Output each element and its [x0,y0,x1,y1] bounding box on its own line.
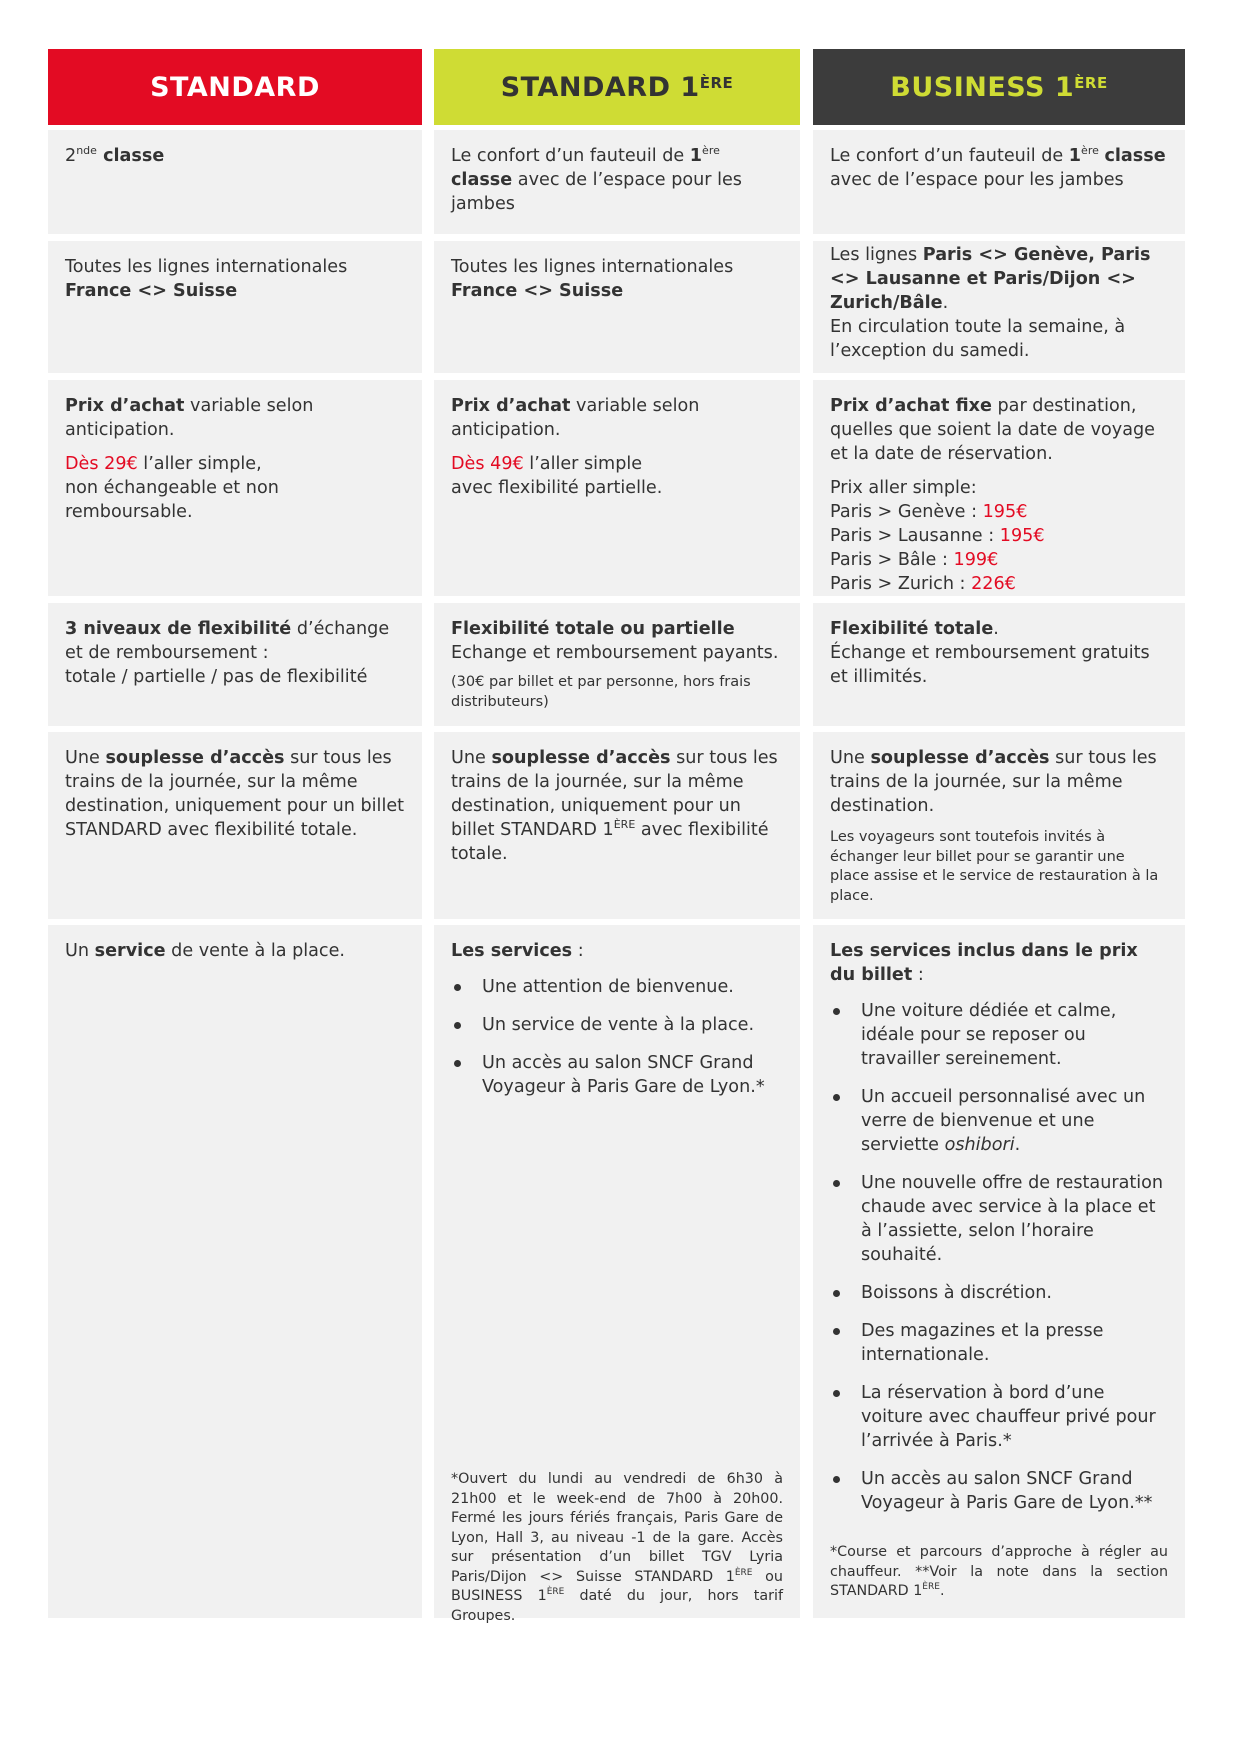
flexibility-label: 3 niveaux de flexibilité [65,619,292,639]
access-pre: Une [830,748,871,768]
services-bold: service [94,941,166,961]
class-suffix: nde [76,144,97,158]
price-text-2: l’aller simple, [137,454,262,474]
cell-standard-flexibility [48,603,422,726]
price-row: Paris > Zurich : 226€ [830,574,1016,594]
cell-standard-services [48,925,422,1618]
cell-standard-price [48,380,422,596]
services-list [830,999,1168,1515]
cell-business-1-lines [813,241,1185,373]
list-item: Une nouvelle offre de restauration chaude avec service à la place et à l’assiette, selon l’horaire souhaité. [830,1171,1168,1267]
price-row: Paris > Genève : 195€ [830,502,1028,522]
list-item: Un service de vente à la place. [451,1013,783,1037]
lines-routes: Paris <> Genève, Paris <> Lausanne et Paris/Dijon <> Zurich/Bâle [830,245,1151,313]
flexibility-fee-note: (30€ par billet et par personne, hors frais distributeurs) [451,674,751,710]
comfort-post: avec de l’espace pour les jambes [830,170,1124,190]
cell-business-1-flexibility [813,603,1185,726]
list-item: Un accès au salon SNCF Grand Voyageur à Paris Gare de Lyon.** [830,1467,1168,1515]
lines-schedule: En circulation toute la semaine, à l’exception du samedi. [830,317,1126,361]
access-text-2: avec flexibilité totale. [451,820,769,864]
price-label: Prix d’achat [451,396,571,416]
class-number: 2 [65,146,77,166]
header-standard [48,49,422,125]
comfort-pre: Le confort d’un fauteuil de [451,146,690,166]
class-label: classe [96,146,165,166]
header-standard-1-label: STANDARD 1 [500,71,700,103]
access-bold: souplesse d’accès [870,748,1050,768]
price-row: Paris > Lausanne : 195€ [830,526,1045,546]
list-item: Un accès au salon SNCF Grand Voyageur à Paris Gare de Lyon.* [451,1051,783,1099]
cell-standard-access [48,732,422,919]
price-text-3: non échangeable et non remboursable. [65,478,279,522]
price-list-title: Prix aller simple: [830,478,977,498]
salon-footnote: *Ouvert du lundi au vendredi de 6h30 à 21h00 et le week-end de 7h00 à 20h00. Fermé les jours fériés français, Paris Gare de Lyon, Hall 3, au niveau -1 de la gare. Accès sur présentation d’un billet TGV Lyria Paris/Dijon <> Suisse STANDARD 1ÈRE ou BUSINESS 1ÈRE daté du jour, hors tarif Groupes. [451,1471,783,1624]
list-item: La réservation à bord d’une voiture avec chauffeur privé pour l’arrivée à Paris.* [830,1381,1168,1453]
flexibility-text: Echange et remboursement payants. [451,643,779,663]
price-text: variable selon anticipation. [65,396,314,440]
flexibility-label: Flexibilité totale ou partielle [451,619,735,639]
cell-standard-1-flexibility [434,603,800,726]
price-value: Dès 49€ [451,454,524,474]
access-note: Les voyageurs sont toutefois invités à échanger leur billet pour se garantir une place assise et le service de restauration à la place. [830,829,1159,904]
access-sup: ÈRE [613,818,636,832]
services-title-colon: : [912,965,924,985]
flexibility-text: d’échange et de remboursement : [65,619,390,663]
services-title-colon: : [572,941,584,961]
cell-standard-lines [48,241,422,373]
cell-standard-1-services [434,925,800,1624]
list-item: Des magazines et la presse internationale. [830,1319,1168,1367]
price-row: Paris > Bâle : 199€ [830,550,999,570]
chauffeur-footnote: *Course et parcours d’approche à régler au chauffeur. **Voir la note dans la section STANDARD 1ÈRE. [830,1544,1168,1599]
comfort-class-label: classe [1104,146,1166,166]
price-text: variable selon anticipation. [451,396,700,440]
services-list [451,975,783,1099]
header-business-1: BUSINESS 1 $^{ÈRE}$ [813,49,1185,125]
access-pre: Une [65,748,106,768]
comfort-class-suffix: ère [702,144,720,158]
price-text: par destination, quelles que soient la date de voyage et la date de réservation. [830,396,1155,464]
comfort-class-label: classe [451,170,513,190]
price-value: Dès 29€ [65,454,138,474]
services-pre: Un [65,941,95,961]
services-title: Les services [451,941,573,961]
price-text-3: avec flexibilité partielle. [451,478,663,498]
flexibility-label: Flexibilité totale [830,619,994,639]
list-item: Un accueil personnalisé avec un verre de bienvenue et une serviette oshibori. [830,1085,1168,1157]
flexibility-text: Échange et remboursement gratuits et illimités. [830,643,1150,687]
comfort-class-number: 1 [1068,146,1082,166]
lines-route: France <> Suisse [451,281,624,301]
cell-standard-1-lines [434,241,800,373]
cell-standard-1-price [434,380,800,596]
lines-route: France <> Suisse [65,281,238,301]
cell-standard-1-access [434,732,800,919]
cell-standard-1-comfort [434,130,800,234]
lines-post: . [942,293,949,313]
access-pre: Une [451,748,492,768]
access-text: sur tous les trains de la journée, sur la même destination. [830,748,1157,816]
comfort-post: avec de l’espace pour les jambes [451,170,742,214]
header-business-1-label: BUSINESS 1 [890,71,1075,103]
header-standard-label: STANDARD [150,71,320,103]
services-text: de vente à la place. [165,941,346,961]
cell-business-1-services [813,925,1185,1618]
comfort-class-number: 1 [689,146,703,166]
flexibility-levels: totale / partielle / pas de flexibilité [65,667,368,687]
lines-text: Toutes les lignes internationales [65,257,348,277]
flexibility-dot: . [993,619,999,639]
access-bold: souplesse d’accès [105,748,285,768]
comfort-pre: Le confort d’un fauteuil de [830,146,1069,166]
comfort-class-suffix: ère [1081,144,1099,158]
cell-business-1-price [813,380,1185,596]
header-standard-1: STANDARD 1 $^{ÈRE}$ [434,49,800,125]
cell-standard-comfort [48,130,422,234]
access-bold: souplesse d’accès [491,748,671,768]
access-text: sur tous les trains de la journée, sur la même destination, uniquement pour un billet STANDARD 1 [451,748,778,840]
services-title: Les services inclus dans le prix du billet [830,941,1138,985]
price-label: Prix d’achat [65,396,185,416]
cell-business-1-access [813,732,1185,919]
cell-business-1-comfort [813,130,1185,234]
price-text-2: l’aller simple [523,454,643,474]
list-item: Boissons à discrétion. [830,1281,1168,1305]
lines-text: Toutes les lignes internationales [451,257,734,277]
list-item: Une attention de bienvenue. [451,975,783,999]
list-item: Une voiture dédiée et calme, idéale pour se reposer ou travailler sereinement. [830,999,1168,1071]
price-label: Prix d’achat fixe [830,396,992,416]
access-text: sur tous les trains de la journée, sur la même destination, uniquement pour un billet STANDARD avec flexibilité totale. [65,748,405,840]
lines-pre: Les lignes [830,245,923,265]
